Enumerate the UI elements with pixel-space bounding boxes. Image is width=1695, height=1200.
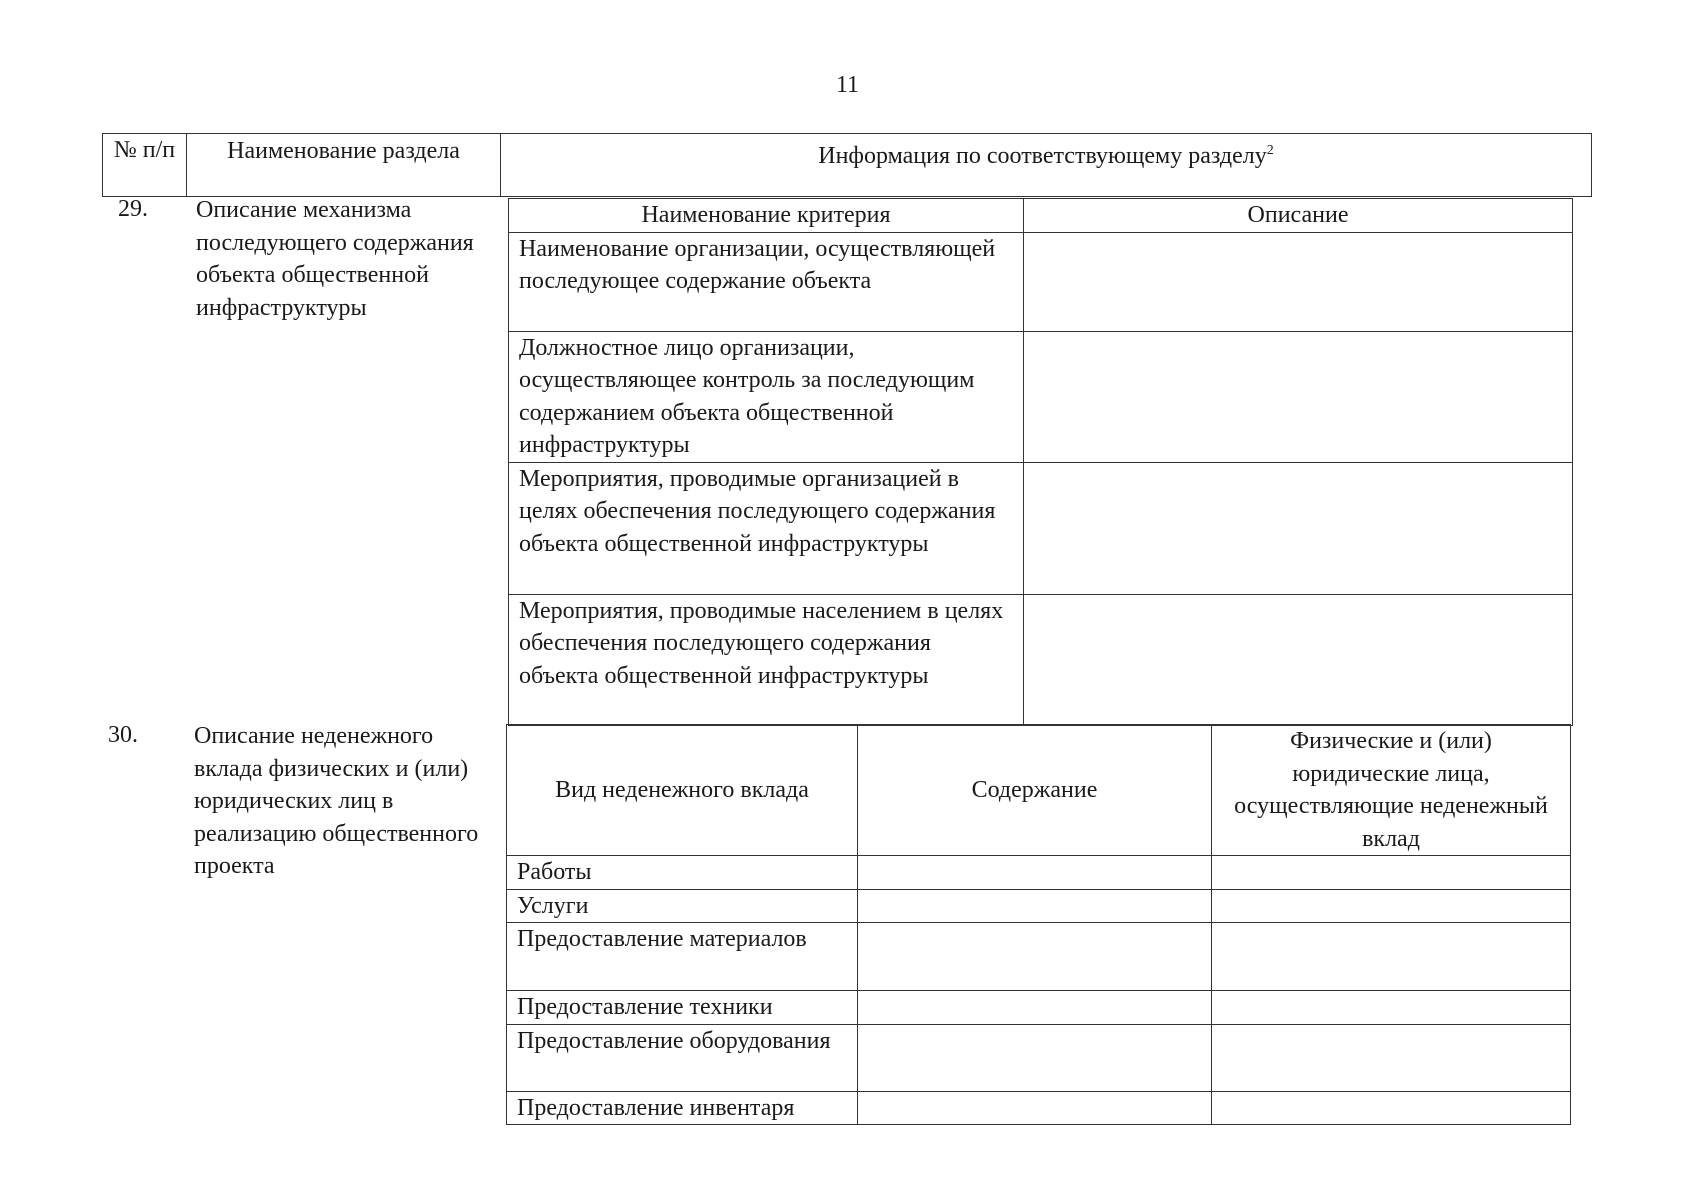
page-number: 11	[835, 72, 860, 98]
content-cell	[858, 1024, 1212, 1091]
contribution-type-cell: Предоставление инвентаря	[507, 1091, 858, 1125]
description-header: Описание	[1024, 199, 1573, 233]
description-cell	[1024, 594, 1573, 725]
table-row	[507, 991, 1571, 1025]
table-header-row	[509, 199, 1573, 233]
contributors-cell	[1212, 991, 1571, 1025]
contributors-cell	[1212, 1091, 1571, 1125]
contributors-cell	[1212, 856, 1571, 890]
description-cell	[1024, 331, 1573, 462]
table-row	[509, 331, 1573, 462]
header-number-col: № п/п	[103, 134, 187, 196]
contributors-cell	[1212, 889, 1571, 923]
section-29-name: Описание механизма последующего содержания объекта общественной инфраструктуры	[196, 197, 474, 321]
table-row	[509, 594, 1573, 725]
section-30-table	[506, 724, 1571, 1125]
content-cell	[858, 889, 1212, 923]
contributors-cell	[1212, 923, 1571, 991]
content-cell	[858, 923, 1212, 991]
criterion-header: Наименование критерия	[509, 199, 1024, 233]
header-info-label: Информация по соответствующему разделу	[818, 143, 1267, 169]
table-row	[509, 462, 1573, 594]
section-30-name: Описание неденежного вклада физических и (или) юридических лиц в реализацию общественного проекта	[194, 723, 479, 879]
contribution-type-cell: Предоставление техники	[507, 991, 858, 1025]
content-cell	[858, 991, 1212, 1025]
criterion-cell: Должностное лицо организации, осуществляющее контроль за последующим содержанием объекта общественной инфраструктуры	[509, 331, 1024, 462]
criterion-cell: Мероприятия, проводимые организацией в целях обеспечения последующего содержания объекта общественной инфраструктуры	[509, 462, 1024, 594]
contribution-type-cell: Предоставление оборудования	[507, 1024, 858, 1091]
contributors-header: Физические и (или) юридические лица, осуществляющие неденежный вклад	[1212, 725, 1571, 856]
criterion-cell: Наименование организации, осуществляющей последующее содержание объекта	[509, 232, 1024, 331]
contribution-type-cell: Работы	[507, 856, 858, 890]
description-cell	[1024, 462, 1573, 594]
contribution-type-header: Вид неденежного вклада	[507, 725, 858, 856]
contribution-type-cell: Услуги	[507, 889, 858, 923]
table-row	[507, 1024, 1571, 1091]
header-section-name-col: Наименование раздела	[187, 134, 501, 196]
section-29-table	[508, 198, 1573, 726]
header-info-col	[501, 134, 1591, 196]
footnote-mark: 2	[1266, 143, 1274, 158]
header-table	[102, 133, 1592, 197]
table-row	[507, 856, 1571, 890]
contributors-cell	[1212, 1024, 1571, 1091]
table-row	[507, 889, 1571, 923]
content-cell	[858, 1091, 1212, 1125]
section-30-number: 30.	[108, 722, 138, 748]
table-row	[507, 1091, 1571, 1125]
content-cell	[858, 856, 1212, 890]
table-row	[507, 923, 1571, 991]
section-29-number: 29.	[118, 196, 148, 222]
description-cell	[1024, 232, 1573, 331]
criterion-cell: Мероприятия, проводимые населением в целях обеспечения последующего содержания объекта общественной инфраструктуры	[509, 594, 1024, 725]
table-row	[509, 232, 1573, 331]
contribution-type-cell: Предоставление материалов	[507, 923, 858, 991]
content-header: Содержание	[858, 725, 1212, 856]
table-header-row	[507, 725, 1571, 856]
